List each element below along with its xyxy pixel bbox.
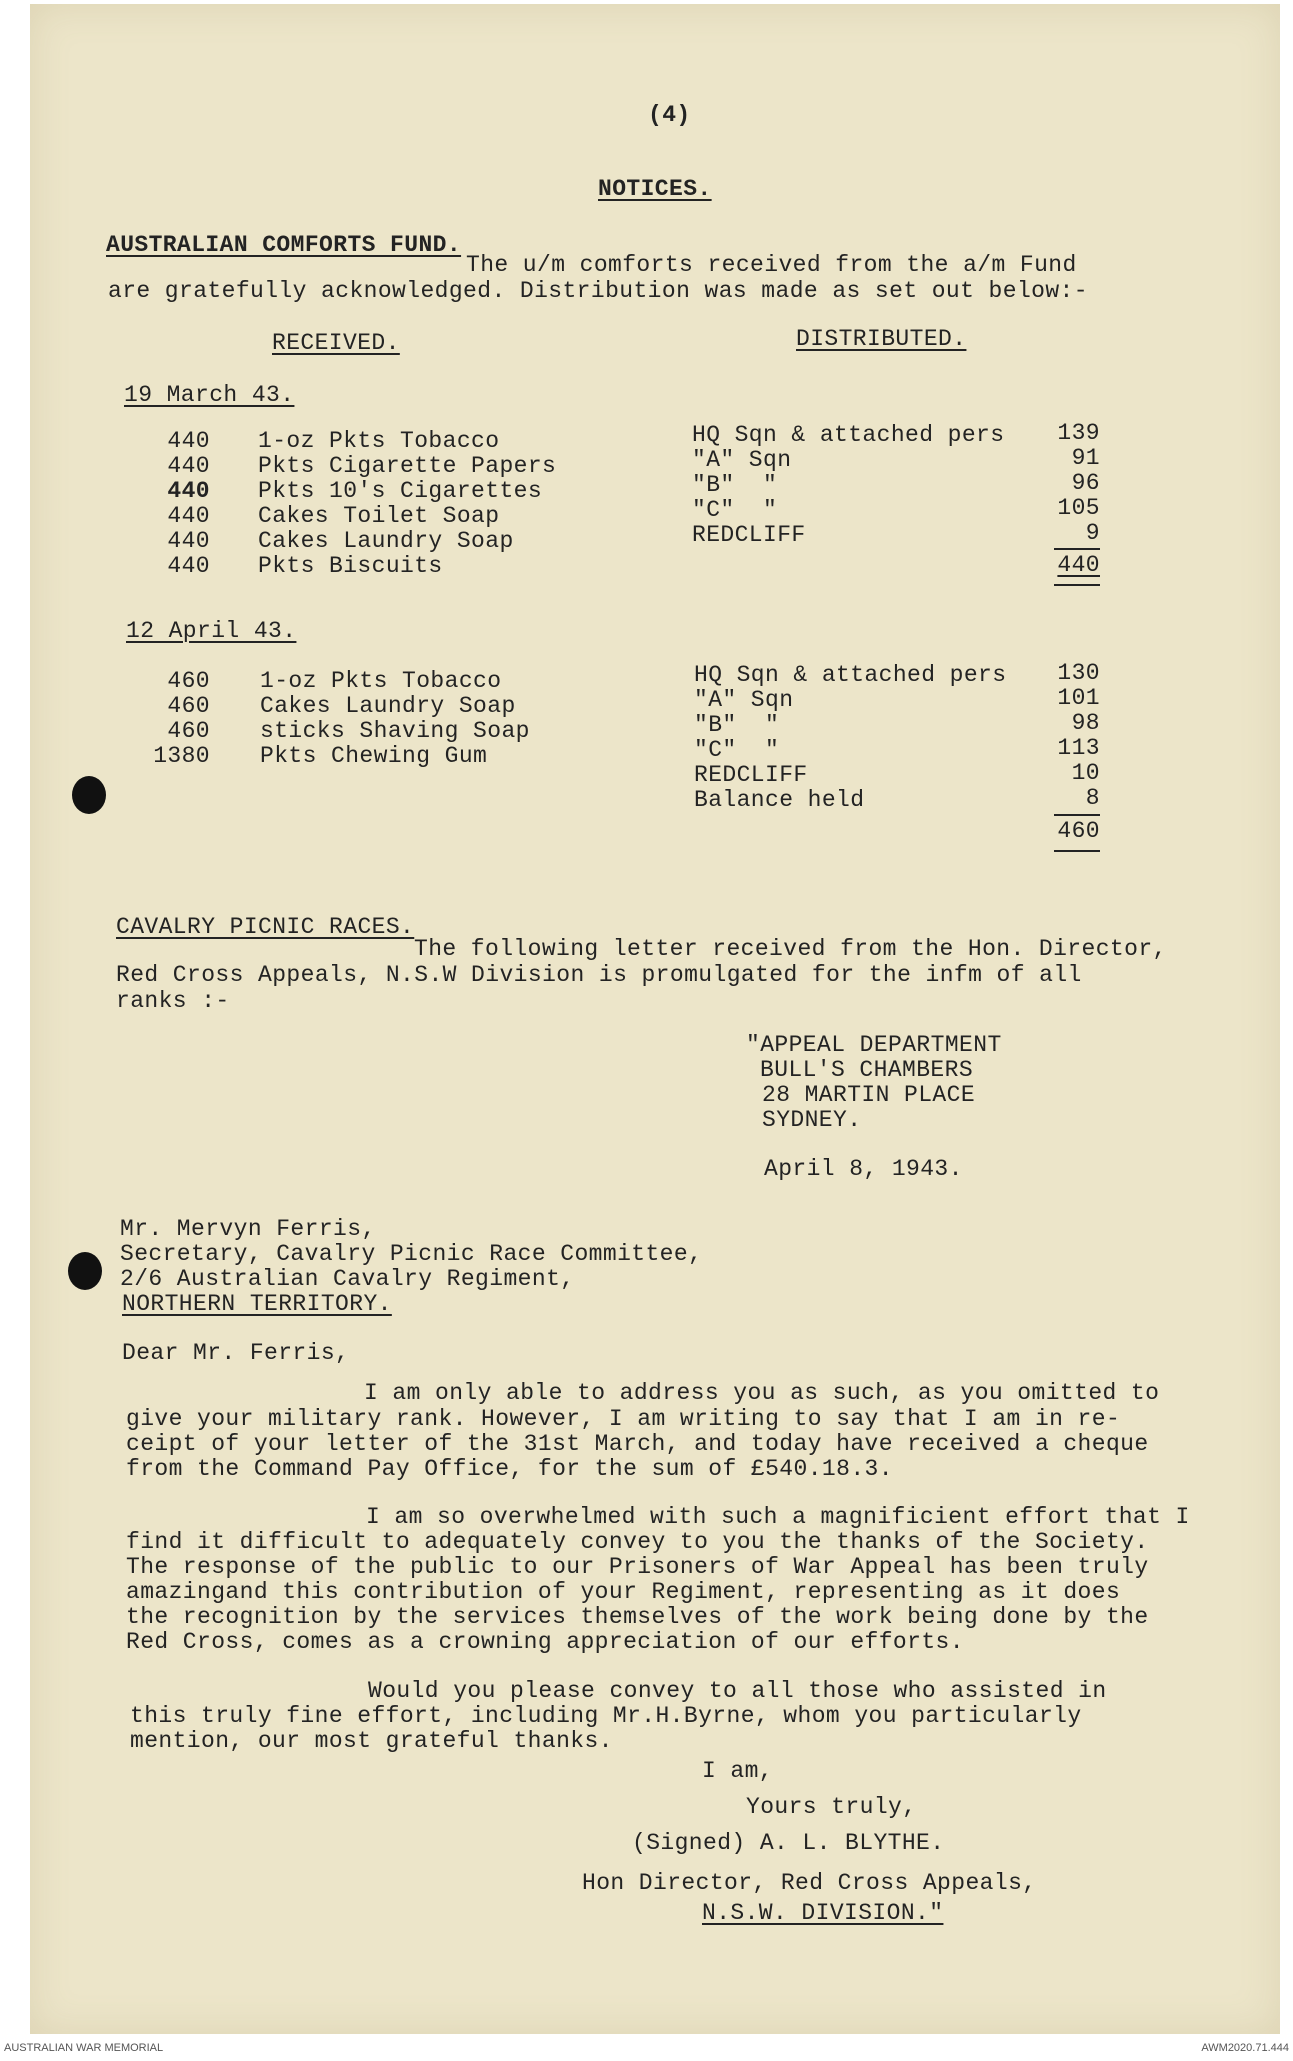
distributed-qty: 139 bbox=[1057, 420, 1100, 446]
batch-date: 19 March 43. bbox=[124, 382, 295, 408]
received-qty: 460 bbox=[167, 668, 210, 694]
distributed-unit: "B" " bbox=[694, 712, 780, 738]
distributed-unit: REDCLIFF bbox=[694, 762, 808, 788]
distributed-qty: 10 bbox=[1071, 760, 1100, 786]
letter-address-line: "APPEAL DEPARTMENT bbox=[746, 1032, 1002, 1058]
letter-address-line: 28 MARTIN PLACE bbox=[762, 1082, 976, 1108]
races-intro-line1: The following letter received from the Hon. Director, bbox=[414, 936, 1167, 962]
distributed-qty: 130 bbox=[1057, 660, 1100, 686]
received-item: Cakes Laundry Soap bbox=[258, 528, 514, 554]
received-header: RECEIVED. bbox=[272, 330, 400, 356]
distributed-unit: HQ Sqn & attached pers bbox=[694, 662, 1007, 688]
total-rule bbox=[1054, 814, 1100, 816]
received-qty: 440 bbox=[167, 553, 210, 579]
paragraph-line: the recognition by the services themselves of the work being done by the bbox=[126, 1604, 1149, 1630]
distributed-unit: "C" " bbox=[694, 737, 780, 763]
received-item: 1-oz Pkts Tobacco bbox=[258, 428, 500, 454]
punch-hole bbox=[68, 1252, 102, 1290]
paragraph-line: Would you please convey to all those who assisted in bbox=[368, 1678, 1107, 1704]
signatory-title: Hon Director, Red Cross Appeals, bbox=[582, 1870, 1037, 1896]
letter-valediction: Yours truly, bbox=[746, 1794, 917, 1820]
distributed-total: 440 bbox=[1057, 552, 1100, 578]
recipient-line: NORTHERN TERRITORY. bbox=[122, 1291, 392, 1317]
document-page bbox=[30, 4, 1280, 2034]
letter-address-line: SYDNEY. bbox=[762, 1107, 862, 1133]
paragraph-line: this truly fine effort, including Mr.H.Byrne, whom you particularly bbox=[130, 1703, 1082, 1729]
distributed-unit: "A" Sqn bbox=[694, 687, 794, 713]
letter-date: April 8, 1943. bbox=[764, 1156, 963, 1182]
comforts-section-title: AUSTRALIAN COMFORTS FUND. bbox=[106, 232, 462, 258]
punch-hole bbox=[72, 776, 106, 814]
distributed-qty: 91 bbox=[1071, 445, 1100, 471]
received-qty: 440 bbox=[167, 503, 210, 529]
received-item: Cakes Laundry Soap bbox=[260, 693, 516, 719]
paragraph-line: The response of the public to our Prisoners of War Appeal has been truly bbox=[126, 1554, 1149, 1580]
distributed-header: DISTRIBUTED. bbox=[796, 326, 967, 352]
letter-address-line: BULL'S CHAMBERS bbox=[760, 1057, 974, 1083]
distributed-qty: 101 bbox=[1057, 685, 1100, 711]
races-intro-line3: ranks :- bbox=[116, 988, 230, 1014]
distributed-qty: 113 bbox=[1057, 735, 1100, 761]
paragraph-line: ceipt of your letter of the 31st March, and today have received a cheque bbox=[126, 1431, 1149, 1457]
paragraph-line: from the Command Pay Office, for the sum of £540.18.3. bbox=[126, 1456, 893, 1482]
distributed-qty: 96 bbox=[1071, 470, 1100, 496]
page-number: (4) bbox=[648, 102, 691, 128]
received-item: Pkts Biscuits bbox=[258, 553, 443, 579]
received-item: Pkts 10's Cigarettes bbox=[258, 478, 543, 504]
races-intro-line2: Red Cross Appeals, N.S.W Division is promulgated for the infm of all bbox=[116, 962, 1082, 988]
received-item: 1-oz Pkts Tobacco bbox=[260, 668, 502, 694]
total-rule bbox=[1054, 850, 1100, 852]
letter-closing: I am, bbox=[702, 1758, 774, 1784]
distributed-unit: "C" " bbox=[692, 497, 778, 523]
recipient-line: Mr. Mervyn Ferris, bbox=[120, 1216, 376, 1242]
footer-accession: AWM2020.71.444 bbox=[1201, 2042, 1289, 2054]
distributed-unit: HQ Sqn & attached pers bbox=[692, 422, 1005, 448]
received-qty: 440 bbox=[167, 478, 210, 504]
comforts-intro-line1: The u/m comforts received from the a/m Fund bbox=[466, 252, 1077, 278]
received-qty: 440 bbox=[167, 528, 210, 554]
salutation: Dear Mr. Ferris, bbox=[122, 1340, 350, 1366]
distributed-qty: 98 bbox=[1071, 710, 1100, 736]
received-qty: 440 bbox=[167, 453, 210, 479]
page-heading: NOTICES. bbox=[598, 176, 712, 202]
distributed-unit: "B" " bbox=[692, 472, 778, 498]
signatory-division: N.S.W. DIVISION." bbox=[702, 1900, 944, 1926]
paragraph-line: I am so overwhelmed with such a magnificient effort that I bbox=[366, 1504, 1190, 1530]
paragraph-line: I am only able to address you as such, as you omitted to bbox=[364, 1380, 1160, 1406]
distributed-unit: Balance held bbox=[694, 787, 865, 813]
paragraph-line: find it difficult to adequately convey to you the thanks of the Society. bbox=[126, 1529, 1149, 1555]
recipient-line: 2/6 Australian Cavalry Regiment, bbox=[120, 1266, 575, 1292]
recipient-line: Secretary, Cavalry Picnic Race Committee, bbox=[120, 1241, 703, 1267]
received-item: Pkts Cigarette Papers bbox=[258, 453, 557, 479]
received-item: Cakes Toilet Soap bbox=[258, 503, 500, 529]
races-section-title: CAVALRY PICNIC RACES. bbox=[116, 914, 415, 940]
footer-credit: AUSTRALIAN WAR MEMORIAL bbox=[4, 2042, 164, 2054]
distributed-qty: 8 bbox=[1085, 785, 1100, 811]
total-rule bbox=[1054, 548, 1100, 550]
batch-date: 12 April 43. bbox=[126, 618, 297, 644]
received-item: sticks Shaving Soap bbox=[260, 718, 530, 744]
distributed-total: 460 bbox=[1057, 818, 1100, 844]
paragraph-line: Red Cross, comes as a crowning appreciation of our efforts. bbox=[126, 1629, 964, 1655]
distributed-qty: 105 bbox=[1057, 495, 1100, 521]
comforts-intro-line2: are gratefully acknowledged. Distribution was made as set out below:- bbox=[108, 278, 1088, 304]
total-rule bbox=[1054, 584, 1100, 586]
paragraph-line: mention, our most grateful thanks. bbox=[130, 1728, 613, 1754]
paragraph-line: amazingand this contribution of your Regiment, representing as it does bbox=[126, 1579, 1121, 1605]
received-qty: 440 bbox=[167, 428, 210, 454]
paragraph-line: give your military rank. However, I am writing to say that I am in re- bbox=[126, 1406, 1121, 1432]
received-item: Pkts Chewing Gum bbox=[260, 743, 488, 769]
received-qty: 460 bbox=[167, 693, 210, 719]
distributed-unit: "A" Sqn bbox=[692, 447, 792, 473]
letter-signature: (Signed) A. L. BLYTHE. bbox=[632, 1830, 945, 1856]
distributed-unit: REDCLIFF bbox=[692, 522, 806, 548]
received-qty: 460 bbox=[167, 718, 210, 744]
received-qty: 1380 bbox=[153, 743, 210, 769]
distributed-qty: 9 bbox=[1085, 520, 1100, 546]
